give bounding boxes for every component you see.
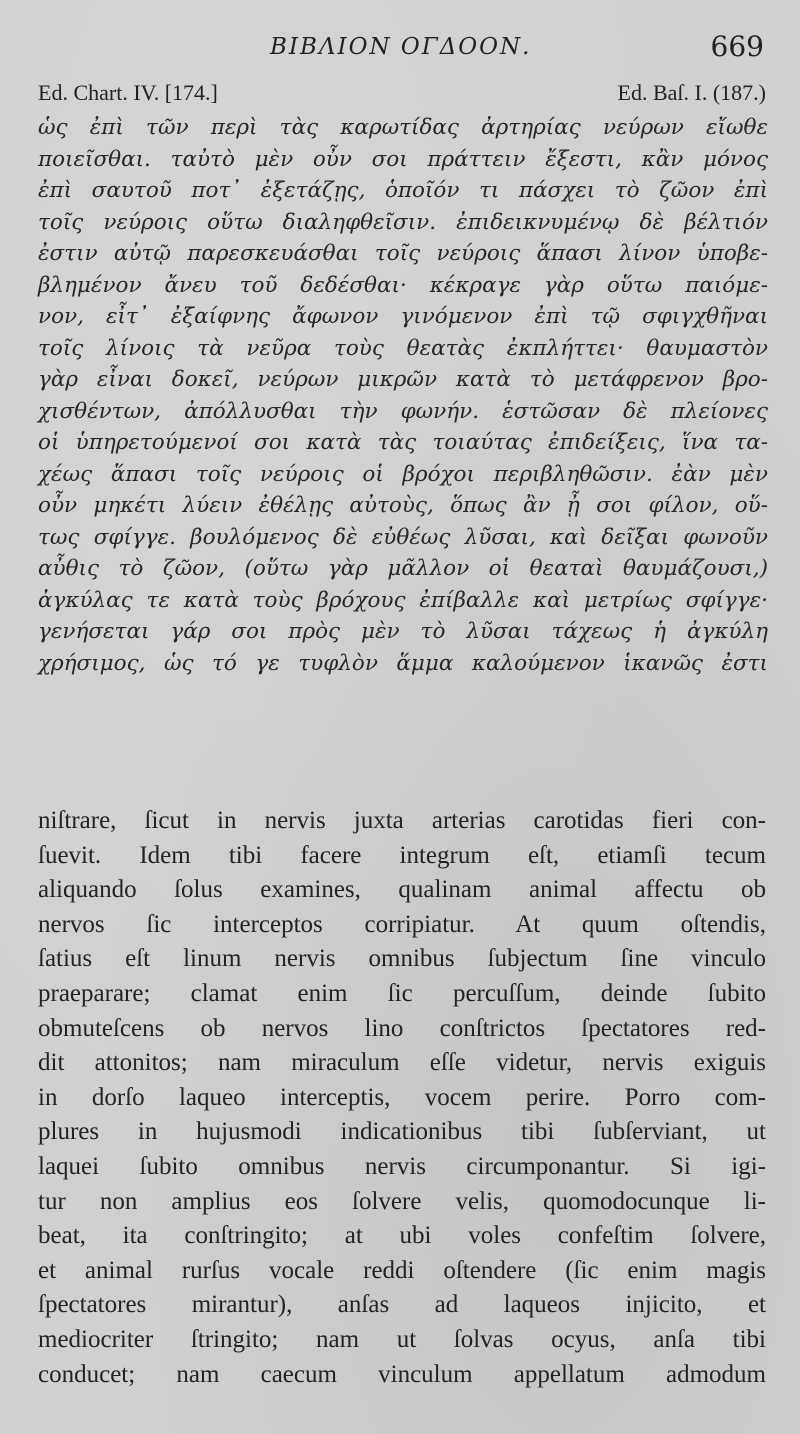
greek-text (38, 112, 768, 679)
page-number: 669 (710, 30, 764, 63)
greek-line: ὡς ἐπὶ τῶν περὶ τὰς καρωτίδας ἀρτηρίας νεύρων εἴωθε (38, 115, 768, 140)
latin-line: ſatius eſt linum nervis omnibus ſubjectum ſine vinculo (38, 945, 766, 973)
latin-line: praeparare; clamat enim ſic percuſſum, deinde ſubito (38, 979, 766, 1007)
latin-line: ſpectatores mirantur), anſas ad laqueos injicito, et (38, 1291, 766, 1319)
latin-translation (38, 804, 766, 1392)
running-head (0, 30, 800, 70)
greek-line: οἱ ὑπηρετούμενοί σοι κατὰ τὰς τοιαύτας ἐπιδείξεις, ἵνα τα- (38, 430, 768, 455)
greek-line: γὰρ εἶναι δοκεῖ, νεύρων μικρῶν κατὰ τὸ μετάφρενον βρο- (38, 367, 768, 392)
latin-line: in dorſo laqueo interceptis, vocem perire. Porro com- (38, 1083, 766, 1111)
greek-line: οὖν μηκέτι λύειν ἐθέλῃς αὐτοὺς, ὅπως ἂν ᾖ σοι φίλον, οὕ- (38, 493, 768, 518)
greek-line: ποιεῖσθαι. ταὐτὸ μὲν οὖν σοι πράττειν ἔξεστι, κἂν μόνος (38, 146, 768, 172)
greek-line: γενήσεται γάρ σοι πρὸς μὲν τὸ λῦσαι τάχεως ἡ ἀγκύλη (38, 619, 768, 644)
latin-line: conducet; nam caecum vinculum appellatum admodum (38, 1360, 766, 1388)
latin-line: nervos ſic interceptos corripiatur. At quum oſtendis, (38, 910, 766, 938)
greek-line: τως σφίγγε. βουλόμενος δὲ εὐθέως λῦσαι, καὶ δεῖξαι φωνοῦν (38, 524, 768, 550)
latin-line: mediocriter ſtringito; nam ut ſolvas ocyus, anſa tibi (38, 1325, 766, 1353)
latin-line: beat, ita conſtringito; at ubi voles confeſtim ſolvere, (38, 1222, 766, 1250)
edition-references (38, 80, 766, 110)
latin-line: laquei ſubito omnibus nervis circumponantur. Si igi- (38, 1152, 766, 1180)
latin-line: tur non amplius eos ſolvere velis, quomodocunque li- (38, 1187, 766, 1215)
latin-line: niſtrare, ſicut in nervis juxta arterias carotidas fieri con- (38, 807, 766, 834)
greek-line: χρήσιμος, ὡς τό γε τυφλὸν ἅμμα καλούμενον ἱκανῶς ἐστι (38, 650, 768, 676)
greek-line: τοῖς λίνοις τὰ νεῦρα τοὺς θεατὰς ἐκπλήττει· θαυμαστὸν (38, 335, 768, 361)
greek-line: χέως ἅπασι τοῖς νεύροις οἱ βρόχοι περιβληθῶσιν. ἐὰν μὲν (38, 461, 768, 487)
latin-line: obmuteſcens ob nervos lino conſtrictos ſpectatores red- (38, 1014, 766, 1042)
greek-line: βλημένον ἄνευ τοῦ δεδέσθαι· κέκραγε γὰρ οὕτω παιόμε- (38, 272, 768, 298)
greek-line: αὖθις τὸ ζῶον, (οὕτω γὰρ μᾶλλον οἱ θεαταὶ θαυμάζουσι,) (38, 556, 768, 581)
greek-line: νον, εἶτ᾽ ἐξαίφνης ἄφωνον γινόμενον ἐπὶ τῷ σφιγχθῆναι (38, 304, 768, 329)
running-title: BIBΛΙΟΝ ΟΓΔΟΟΝ. (270, 34, 532, 60)
greek-line: τοῖς νεύροις οὕτω διαληφθεῖσιν. ἐπιδεικνυμένῳ δὲ βέλτιόν (38, 209, 768, 235)
latin-line: dit attonitos; nam miraculum eſſe videtur, nervis exiguis (38, 1049, 766, 1077)
latin-line: plures in hujusmodi indicationibus tibi ſubſerviant, ut (38, 1118, 766, 1146)
latin-line: aliquando ſolus examines, qualinam animal affectu ob (38, 876, 766, 904)
latin-line: ſuevit. Idem tibi facere integrum eſt, etiamſi tecum (38, 841, 766, 869)
greek-line: χισθέντων, ἀπόλλυσθαι τὴν φωνήν. ἑστῶσαν δὲ πλείονες (38, 398, 768, 424)
greek-line: ἐπὶ σαυτοῦ ποτ᾽ ἐξετάζῃς, ὁποῖόν τι πάσχει τὸ ζῶον ἐπὶ (38, 178, 768, 203)
greek-line: ἀγκύλας τε κατὰ τοὺς βρόχους ἐπίβαλλε καὶ μετρίως σφίγγε· (38, 587, 768, 613)
greek-line: ἐστιν αὐτῷ παρεσκευάσθαι τοῖς νεύροις ἅπασι λίνον ὑποβε- (38, 241, 768, 266)
latin-line: et animal rurſus vocale reddi oſtendere (ſic enim magis (38, 1256, 766, 1284)
edition-chartier: Ed. Chart. IV. [174.] (38, 80, 218, 105)
edition-basel: Ed. Baſ. I. (187.) (617, 80, 766, 105)
